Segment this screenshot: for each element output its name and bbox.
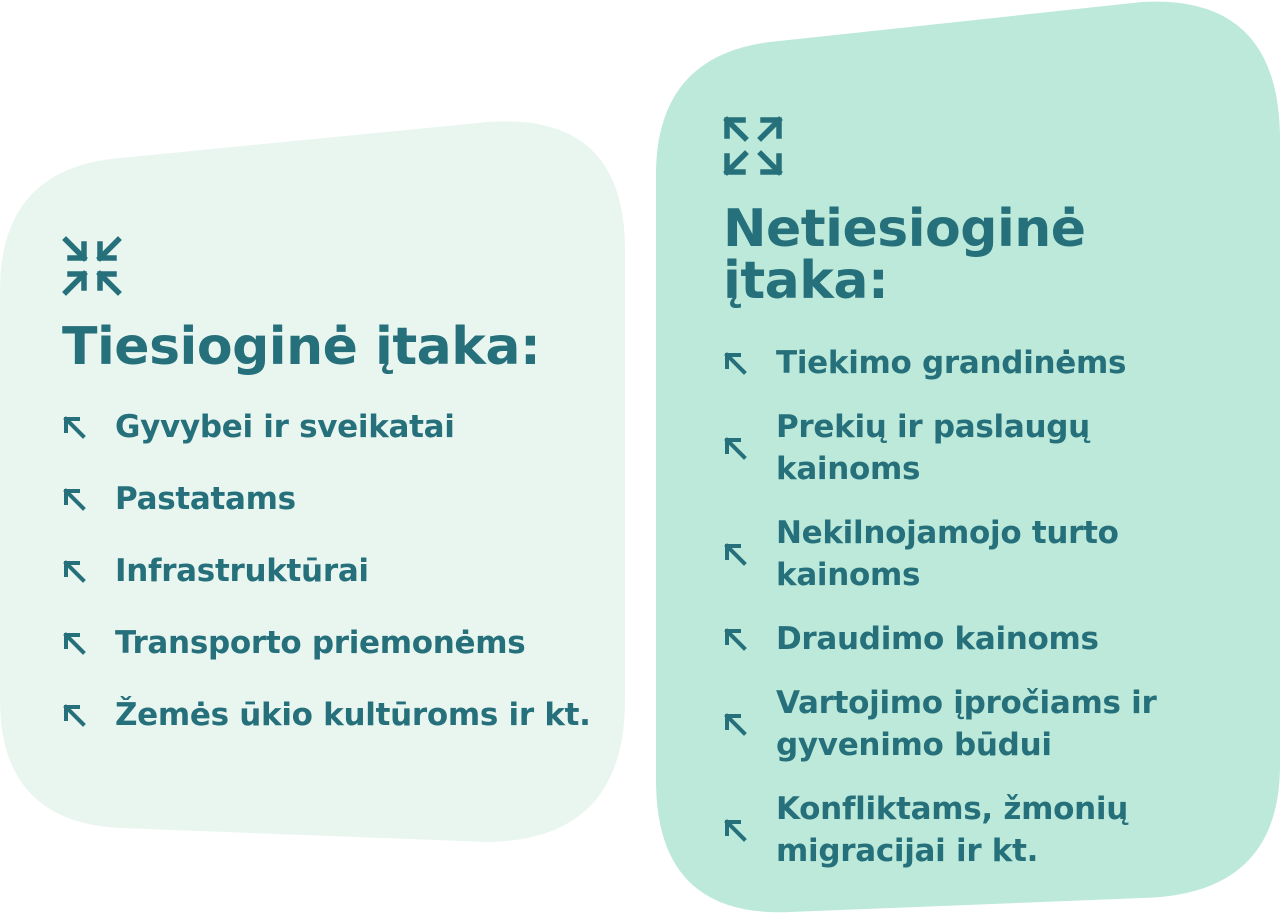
list-item-label: [776, 512, 1119, 596]
arrow-up-left-icon: [62, 631, 86, 655]
list-item-label: Žemės ūkio kultūroms ir kt.: [115, 697, 591, 733]
list-item-line: Prekių ir paslaugų: [776, 409, 1090, 445]
indirect-impact-title: Netiesioginė įtaka:: [723, 199, 1086, 311]
list-item-line: Vartojimo įpročiams ir: [776, 685, 1157, 721]
list-item: [723, 512, 1243, 596]
list-item-label: Gyvybei ir sveikatai: [115, 409, 455, 445]
list-item-line: migracijai ir kt.: [776, 833, 1039, 869]
list-item-label: [776, 682, 1156, 766]
list-item-line: kainoms: [776, 557, 921, 593]
list-item-label: Pastatams: [115, 481, 296, 517]
list-item: [723, 618, 1243, 660]
arrows-outward-icon: [723, 116, 783, 176]
indirect-impact-list: [723, 342, 1243, 872]
list-item: [723, 682, 1243, 766]
list-item-label: [776, 618, 1099, 660]
list-item: [62, 550, 602, 592]
arrow-up-left-icon: [723, 436, 747, 460]
arrow-up-left-icon: [62, 487, 86, 511]
list-item: [62, 478, 602, 520]
list-item-label: [776, 342, 1126, 384]
arrow-up-left-icon: [723, 818, 747, 842]
list-item-label: Transporto priemonėms: [115, 625, 526, 661]
list-item: [723, 342, 1243, 384]
direct-impact-title: Tiesioginė įtaka:: [62, 317, 541, 377]
list-item-line: kainoms: [776, 451, 921, 487]
list-item: [62, 694, 602, 736]
list-item: [723, 788, 1243, 872]
list-item-line: Draudimo kainoms: [776, 621, 1099, 657]
list-item: [62, 406, 602, 448]
arrow-up-left-icon: [62, 415, 86, 439]
arrow-up-left-icon: [723, 542, 747, 566]
arrow-up-left-icon: [723, 351, 747, 375]
list-item: [723, 406, 1243, 490]
indirect-impact-panel: [723, 116, 1243, 894]
list-item-line: gyvenimo būdui: [776, 727, 1052, 763]
list-item-line: Nekilnojamojo turto: [776, 515, 1119, 551]
list-item: [62, 622, 602, 664]
direct-impact-list: [62, 406, 602, 736]
arrow-up-left-icon: [723, 712, 747, 736]
arrow-up-left-icon: [62, 703, 86, 727]
list-item-line: Konfliktams, žmonių: [776, 791, 1128, 827]
arrow-up-left-icon: [62, 559, 86, 583]
list-item-label: Infrastruktūrai: [115, 553, 369, 589]
list-item-line: Tiekimo grandinėms: [776, 345, 1127, 381]
list-item-label: [776, 788, 1128, 872]
list-item-label: [776, 406, 1090, 490]
arrow-up-left-icon: [723, 627, 747, 651]
direct-impact-panel: [62, 236, 602, 766]
arrows-inward-icon: [62, 236, 122, 296]
